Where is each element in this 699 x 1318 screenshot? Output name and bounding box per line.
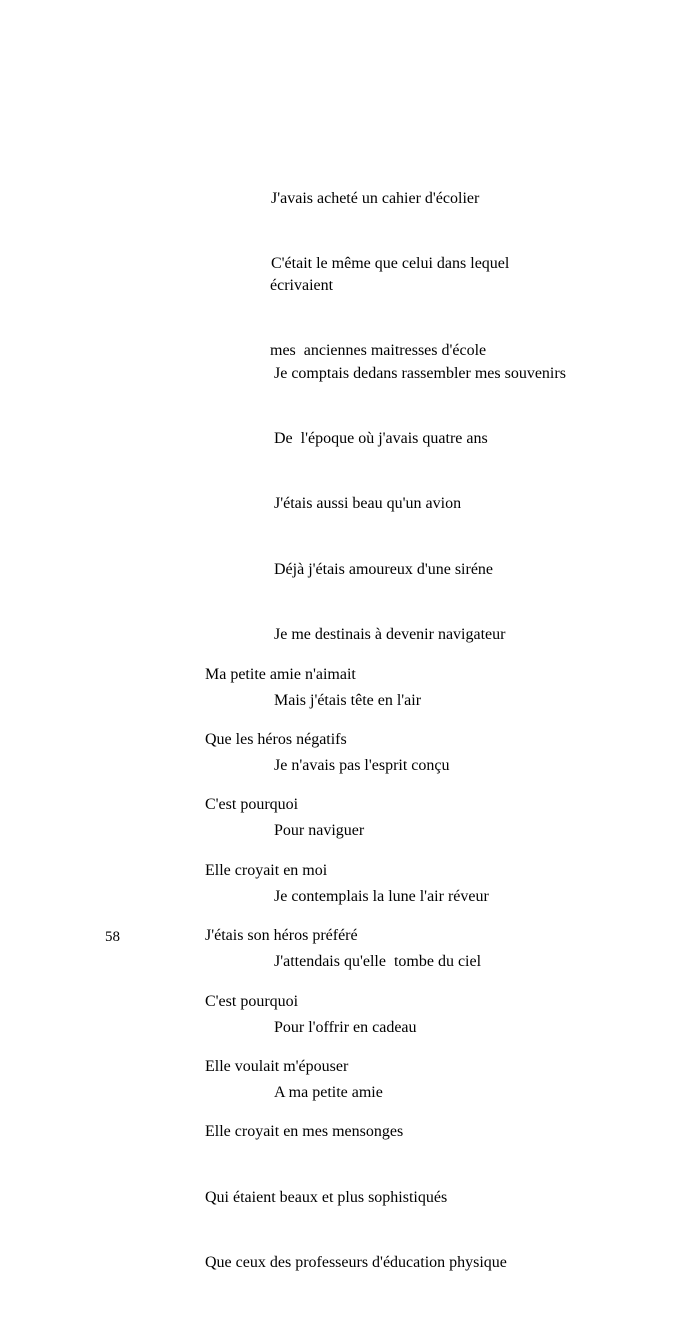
poem-line: Je me destinais à devenir navigateur bbox=[274, 626, 506, 644]
poem-line: Que ceux des professeurs d'éducation physique bbox=[205, 1254, 507, 1272]
poem-line: Qui étaient beaux et plus sophistiqués bbox=[205, 1188, 448, 1206]
poem-stanza-4 bbox=[205, 620, 507, 1318]
poem-line: J'attendais qu'elle tombe du ciel bbox=[274, 953, 482, 971]
poem-line: J'étais aussi beau qu'un avion bbox=[274, 495, 462, 513]
poem-line: J'avais acheté un cahier d'écolier bbox=[271, 189, 480, 207]
poem-line: J'étais son héros préféré bbox=[205, 927, 358, 945]
poem-line: Que les héros négatifs bbox=[205, 730, 347, 748]
poem-line: Pour naviguer bbox=[274, 822, 365, 840]
poem-line: Elle croyait en mes mensonges bbox=[205, 1123, 404, 1141]
poem-line: Ma petite amie n'aimait bbox=[205, 665, 356, 683]
poem-line: Déjà j'étais amoureux d'une siréne bbox=[274, 560, 494, 578]
poem-line: A ma petite amie bbox=[274, 1083, 383, 1101]
poem-line: Je contemplais la lune l'air réveur bbox=[274, 887, 489, 905]
poem-line: Pour l'offrir en cadeau bbox=[274, 1018, 417, 1036]
poem-line: C'est pourquoi bbox=[205, 796, 299, 814]
poem-line: Je comptais dedans rassembler mes souvenirs bbox=[274, 364, 566, 382]
poem-line: C'était le même que celui dans lequel bbox=[271, 254, 510, 272]
poem-line: Elle croyait en moi bbox=[205, 861, 328, 879]
poem-line: écrivaient bbox=[270, 276, 334, 294]
poem-line: Mais j'étais tête en l'air bbox=[274, 691, 422, 709]
poem-line: C'est pourquoi bbox=[205, 992, 299, 1010]
poem-line: mes anciennes maitresses d'école bbox=[270, 341, 487, 359]
poem-line: Je n'avais pas l'esprit conçu bbox=[274, 756, 450, 774]
page-number: 58 bbox=[105, 929, 120, 945]
poem-line: Elle voulait m'épouser bbox=[205, 1057, 349, 1075]
poem-line: De l'époque où j'avais quatre ans bbox=[274, 429, 488, 447]
